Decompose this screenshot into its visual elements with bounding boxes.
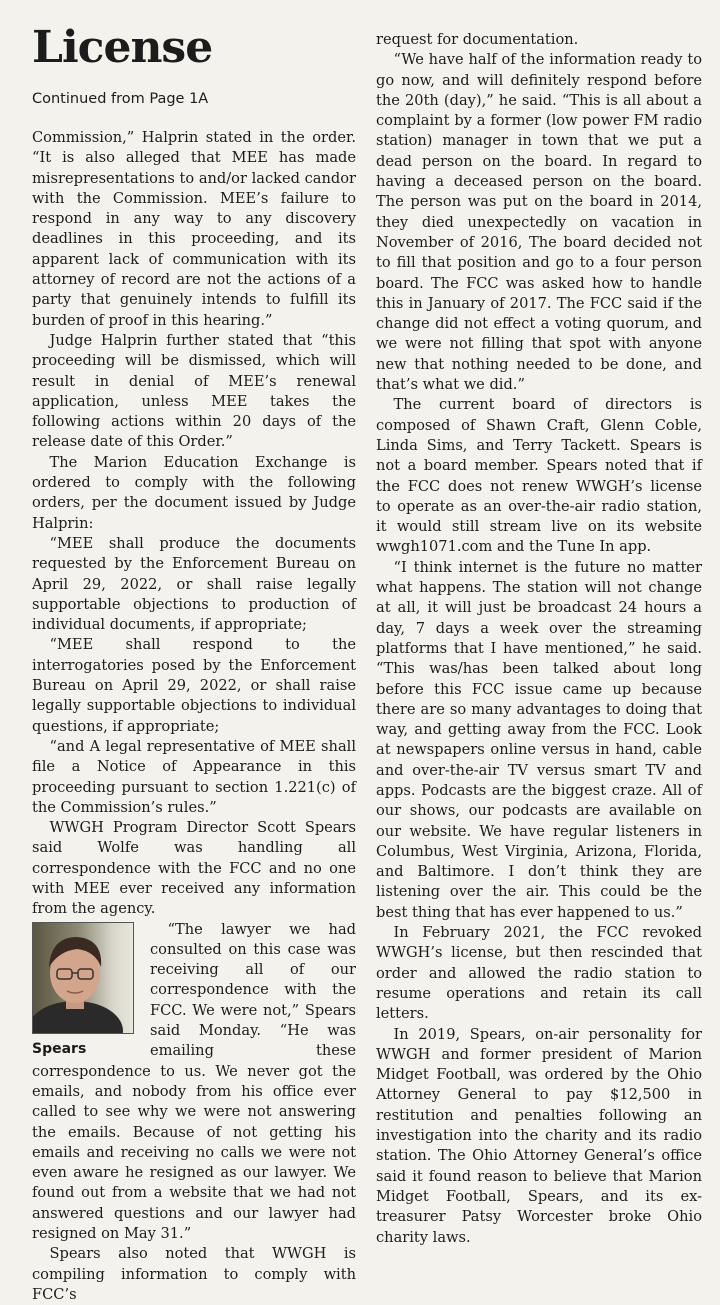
photo-block: [32, 922, 140, 1058]
continued-from-label: Continued from Page 1A: [32, 91, 209, 107]
paragraph: “The lawyer we had consulted on this case was receiving all of our correspondence with the FCC. We were not,” Spears said Monday. “He was emailing these correspondence to us. We never got the emails, and nobody from his office ever called to see why we were not answering the emails. Because of not getting his emails and receiving no calls we were not even aware he resigned as our lawyer. We found out from a website that we had not answered questions and our lawyer had resigned on May 31.”: [32, 920, 356, 1243]
paragraph: “MEE shall produce the documents requested by the Enforcement Bureau on April 29, 2022, or shall raise legally supportable objections to production of individual documents, if appropriate;: [32, 534, 356, 634]
paragraph: “I think internet is the future no matter what happens. The station will not change at all, it will just be broadcast 24 hours a day, 7 days a week over the streaming platforms that I have mentioned,” he said. “This was/has been talked about long before this FCC issue came up because there are so many advantages to doing that way, and getting away from the FCC. Look at newspapers online versus in hand, cable and over-the-air TV versus smart TV and apps. Podcasts are the biggest craze. All of our shows, our podcasts are available on our website. We have regular listeners in Columbus, West Virginia, Arizona, Florida, and Baltimore. I don’t think they are listening over the air. This could be the best thing that has ever happened to us.”: [376, 558, 702, 921]
spears-photo: [32, 922, 134, 1034]
paragraph: Judge Halprin further stated that “this proceeding will be dismissed, which will result in denial of MEE’s renewal application, unless MEE takes the following actions within 20 days of the release date of this Order.”: [32, 331, 356, 451]
headline: License: [32, 22, 213, 73]
paragraph: WWGH Program Director Scott Spears said Wolfe was handling all correspondence with the FCC and no one with MEE ever received any information from the agency.: [32, 819, 356, 918]
photo-caption: Spears: [32, 1040, 87, 1057]
paragraph: Spears also noted that WWGH is compiling information to comply with FCC’s: [32, 1245, 356, 1303]
paragraph: “We have half of the information ready to go now, and will definitely respond before the 20th (day),” he said. “This is all about a complaint by a former (low power FM radio station) manager in town that we put a dead person on the board. In regard to having a deceased person on the board. The person was put on the board in 2014, they died unexpectedly on vacation in November of 2016, The board decided not to fill that position and go to a four person board. The FCC was asked how to handle this in January of 2017. The FCC said if the change did not effect a voting quorum, and we were not filling that spot with anyone new that nothing needed to be done, and that’s what we did.”: [376, 51, 702, 394]
paragraph: In February 2021, the FCC revoked WWGH’s license, but then rescinded that order and allowed the radio station to resume operations and retain its call letters.: [376, 924, 702, 1023]
paragraph: Commission,” Halprin stated in the order. “It is also alleged that MEE has made misrepresentations to and/or lacked candor with the Commission. MEE’s failure to respond in any way to any discovery deadlines in this proceeding, and its apparent lack of communication with its attorney of record are not the actions of a party that genuinely intends to fulfill its burden of proof in this hearing.”: [32, 129, 356, 329]
paragraph: “and A legal representative of MEE shall file a Notice of Appearance in this proceeding pursuant to section 1.221(c) of the Commission’s rules.”: [32, 737, 356, 816]
right-column: [376, 30, 702, 1248]
paragraph: request for documentation.: [376, 31, 579, 48]
paragraph: In 2019, Spears, on-air personality for WWGH and former president of Marion Midget Football, was ordered by the Ohio Attorney General to pay $12,500 in restitution and penalties following an investigation into the charity and its radio station. The Ohio Attorney General’s office said it found reason to believe that Marion Midget Football, Spears, and its ex-treasurer Patsy Worcester broke Ohio charity laws.: [376, 1025, 702, 1246]
paragraph: The Marion Education Exchange is ordered to comply with the following orders, per the document issued by Judge Halprin:: [32, 453, 356, 532]
paragraph: The current board of directors is composed of Shawn Craft, Glenn Coble, Linda Sims, and Terry Tackett. Spears is not a board member. Spears noted that if the FCC does not renew WWGH’s license to operate as an over-the-air radio station, it would still stream live on its website wwgh1071.com and the Tune In app.: [376, 396, 702, 556]
left-column: [32, 128, 356, 1305]
portrait-image: [33, 923, 133, 1033]
paragraph: “MEE shall respond to the interrogatories posed by the Enforcement Bureau on April 29, 2022, or shall raise legally supportable objections to individual questions, if appropriate;: [32, 636, 356, 735]
